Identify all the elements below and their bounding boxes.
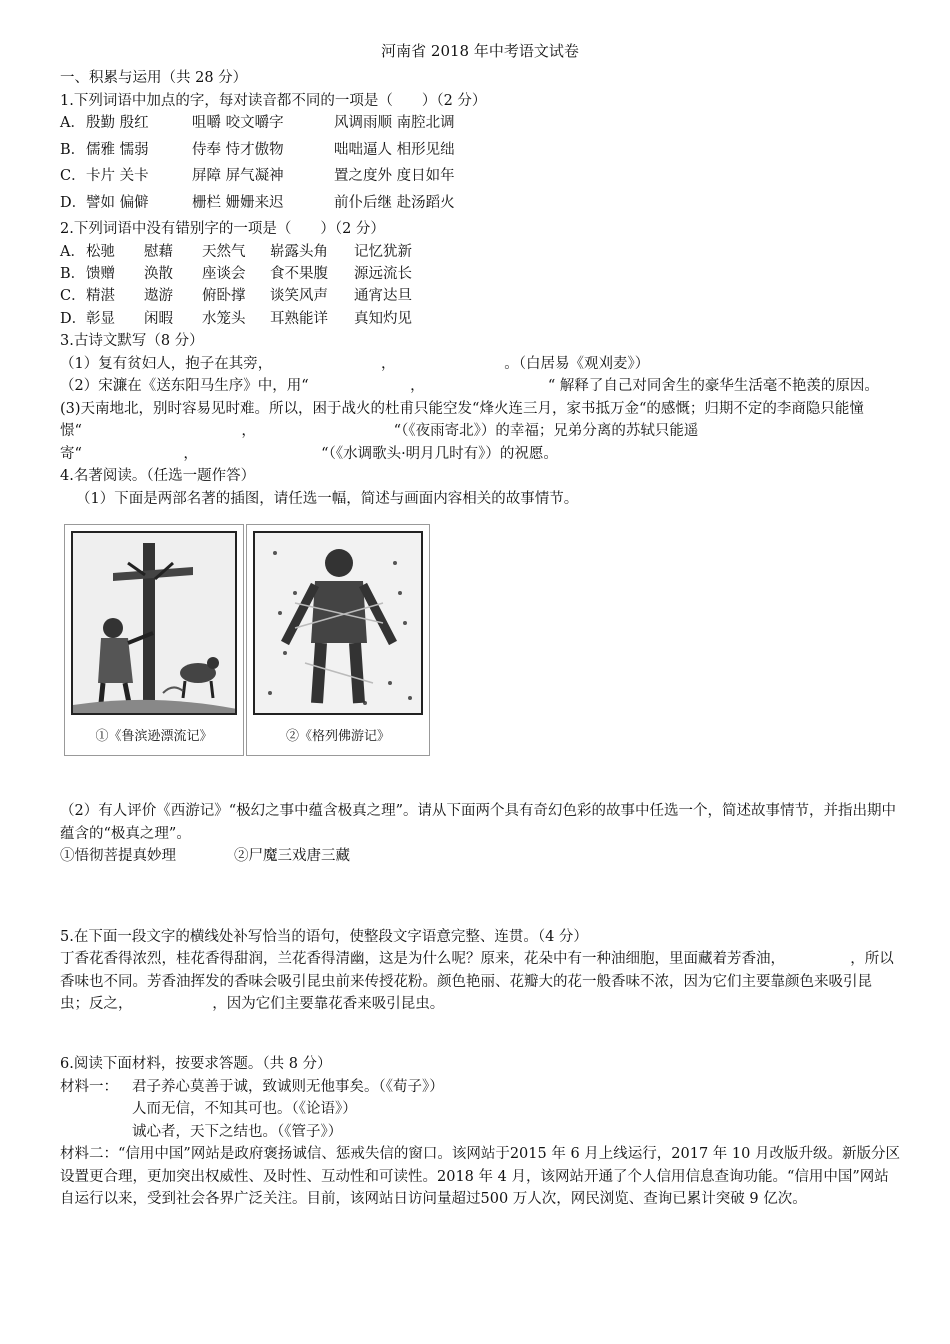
option-word: 儒雅 懦弱 bbox=[86, 141, 149, 158]
option-word: 食不果腹 bbox=[270, 266, 328, 282]
q5-stem: 5.在下面一段文字的横线处补写恰当的语句，使整段文字语意完整、连贯。（4 分） bbox=[60, 928, 588, 945]
option-letter: C． bbox=[60, 168, 86, 185]
option-letter: A． bbox=[60, 115, 85, 132]
option-word: 松驰 bbox=[86, 243, 115, 260]
option-word: 遨游 bbox=[144, 288, 173, 305]
option-letter: A． bbox=[60, 243, 85, 260]
option-word: 慰藉 bbox=[144, 243, 173, 260]
q4-sub2: （2）有人评价《西游记》“极幻之事中蕴含极真之理”。请从下面两个具有奇幻色彩的故事中任选一个，简述故事情节，并指出期中蕴含的“极真之理”。 bbox=[60, 803, 897, 842]
option-word: 水笼头 bbox=[202, 310, 246, 327]
q1-option-c[interactable] bbox=[60, 165, 900, 187]
q6-stem: 6.阅读下面材料，按要求答题。（共 8 分） bbox=[60, 1056, 332, 1073]
option-word: 谈笑风声 bbox=[270, 288, 328, 305]
option-word: 卡片 关卡 bbox=[86, 168, 149, 185]
material1-label: 材料一： bbox=[60, 1078, 118, 1095]
option-word: 咄咄逼人 相形见绌 bbox=[334, 141, 455, 158]
q2-stem: 2.下列词语中没有错别字的一项是（ ）（2 分） bbox=[60, 221, 385, 238]
q5-body: 丁香花香得浓烈，桂花香得甜润，兰花香得清幽，这是为什么呢？原来，花朵中有一种油细胞，里面藏着芳香油， ，所以香味也不同。芳香油挥发的香味会吸引昆虫前来传授花粉。颜色艳丽、花瓣大的花一般香味不浓，因为它们主要靠颜色来吸引昆虫；反之， ，因为它们主要靠花香来吸引昆虫。 bbox=[60, 951, 894, 1012]
q4-sub1: （1）下面是两部名著的插图，请任选一幅，简述与画面内容相关的故事情节。 bbox=[76, 490, 579, 507]
q3-stem: 3.古诗文默写（8 分） bbox=[60, 333, 204, 350]
option-word: 譬如 偏僻 bbox=[86, 194, 149, 211]
q4-stem: 4.名著阅读。（任选一题作答） bbox=[60, 468, 256, 485]
q1-options bbox=[60, 112, 900, 214]
q6-material1-line2: 人而无信，不知其可也。（《论语》） bbox=[132, 1101, 357, 1118]
illustration-caption-2: ②《格列佛游记》 bbox=[285, 729, 390, 745]
option-word: 风调雨顺 南腔北调 bbox=[334, 115, 455, 132]
material1-quote: 君子养心莫善于诚，致诚则无他事矣。（《荀子》） bbox=[132, 1078, 444, 1095]
q1-option-d[interactable] bbox=[60, 192, 900, 214]
q3-part3: (3)天南地北，别时容易见时难。所以，困于战火的杜甫只能空发“烽火连三月，家书抵万金“的感慨；归期不定的李商隐只能憧憬“ ， “（《夜雨寄北》）的幸福；兄弟分离的苏轼只能遥寄“ ， “（《水调歌头·明月几时有》）的祝愿。 bbox=[60, 400, 864, 462]
robinson-illustration-image bbox=[71, 531, 237, 715]
option-letter: B． bbox=[60, 266, 86, 282]
option-word: 天然气 bbox=[202, 243, 246, 260]
q1-stem: 1.下列词语中加点的字，每对读音都不同的一项是（ ）（2 分） bbox=[60, 92, 487, 109]
option-word: 涣散 bbox=[144, 266, 173, 282]
option-letter: D． bbox=[60, 310, 87, 327]
q2-option-d[interactable] bbox=[60, 308, 900, 330]
illustration-caption-1: ①《鲁滨逊漂流记》 bbox=[95, 729, 213, 745]
option-word: 耳熟能详 bbox=[270, 310, 328, 327]
illustration-robinson bbox=[64, 524, 244, 756]
exam-title: 河南省 2018 年中考语文试卷 bbox=[381, 42, 579, 60]
q2-options bbox=[60, 241, 900, 331]
option-word: 屏障 屏气凝神 bbox=[192, 168, 284, 185]
option-word: 置之度外 度日如年 bbox=[334, 168, 455, 185]
option-word: 殷勤 殷红 bbox=[86, 115, 149, 132]
option-letter: D． bbox=[60, 194, 87, 211]
q2-option-a[interactable] bbox=[60, 241, 900, 263]
option-word: 栅栏 姗姗来迟 bbox=[192, 194, 284, 211]
q6-material1-line1 bbox=[60, 1076, 900, 1098]
q6-material2: 材料二：“信用中国”网站是政府褒扬诚信、惩戒失信的窗口。该网站于2015 年 6 月上线运行，2017 年 10 月改版升级。新版分区设置更合理，更加突出权威性、及时性、互动性和可读性。2018 年 4 月，该网站开通了个人信用信息查询功能。“信用中国”网站自运行以来，受到社会各界广泛关注。目前，该网站日访问量超过500 万人次，网民浏览、查询已累计突破 9 亿次。 bbox=[60, 1146, 900, 1208]
q1-option-b[interactable] bbox=[60, 139, 900, 161]
section-heading: 一、积累与运用（共 28 分） bbox=[60, 70, 248, 87]
q3-part2: （2）宋濂在《送东阳马生序》中，用“ ， “ 解释了自己对同舍生的豪华生活毫不艳羡的原因。 bbox=[60, 378, 879, 395]
option-word: 精湛 bbox=[86, 288, 115, 305]
option-word: 闲暇 bbox=[144, 310, 173, 327]
q2-option-c[interactable] bbox=[60, 285, 900, 307]
q2-option-b[interactable] bbox=[60, 263, 900, 285]
option-word: 俯卧撑 bbox=[202, 288, 246, 305]
option-word: 馈赠 bbox=[86, 266, 115, 282]
option-letter: C． bbox=[60, 288, 86, 305]
option-word: 咀嚼 咬文嚼字 bbox=[192, 115, 284, 132]
option-word: 源远流长 bbox=[354, 266, 412, 282]
option-word: 崭露头角 bbox=[270, 243, 328, 260]
option-word: 座谈会 bbox=[202, 266, 246, 282]
option-word: 真知灼见 bbox=[354, 310, 412, 327]
option-word: 彰显 bbox=[86, 310, 115, 327]
q4-choices: ①悟彻菩提真妙理 ②尸魔三戏唐三藏 bbox=[60, 848, 350, 865]
option-word: 前仆后继 赴汤蹈火 bbox=[334, 194, 455, 211]
option-word: 通宵达旦 bbox=[354, 288, 412, 305]
illustrations bbox=[60, 524, 900, 794]
q6-material1-line3: 诚心者，天下之结也。（《管子》） bbox=[132, 1123, 343, 1140]
option-word: 侍奉 恃才傲物 bbox=[192, 141, 284, 158]
exam-page bbox=[60, 40, 900, 1211]
illustration-gulliver bbox=[246, 524, 430, 756]
option-word: 记忆犹新 bbox=[354, 243, 412, 260]
gulliver-illustration-image bbox=[253, 531, 423, 715]
q3-part1: （1）复有贫妇人，抱子在其旁， ， 。（白居易《观刈麦》） bbox=[60, 355, 650, 372]
q1-option-a[interactable] bbox=[60, 112, 900, 134]
option-letter: B． bbox=[60, 141, 86, 158]
